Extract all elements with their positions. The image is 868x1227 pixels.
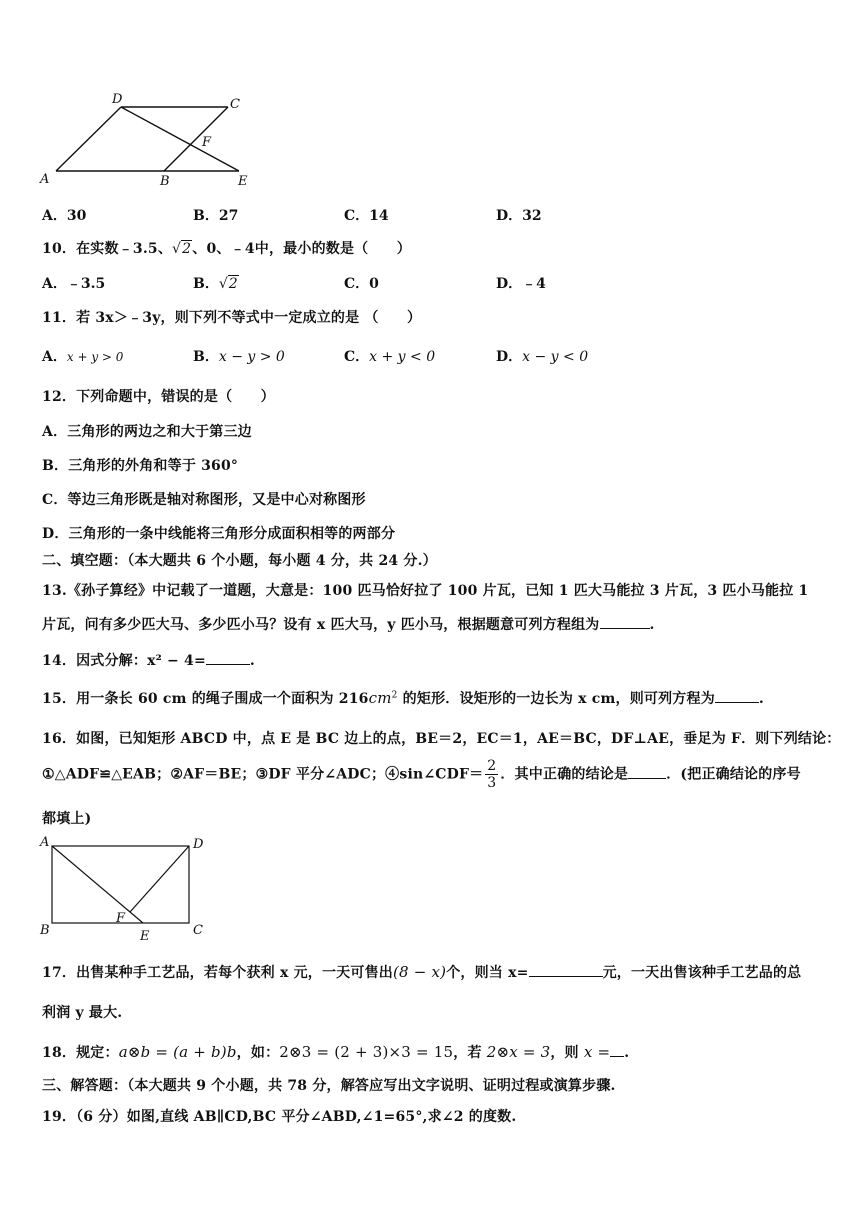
q16-line-3: 都填上)	[42, 811, 92, 827]
figure-parallelogram	[36, 88, 266, 193]
label-d: D	[193, 837, 204, 852]
q12-stem: 12．下列命题中，错误的是（ ）	[42, 389, 275, 405]
q10-stem: 10．在实数﹣3.5、√2、0、﹣4中，最小的数是（ ）	[42, 241, 411, 257]
q9-option-d: D．32	[496, 208, 542, 224]
q9-option-b: B．27	[193, 208, 239, 224]
q12-option-c: C．等边三角形既是轴对称图形，又是中心对称图形	[42, 492, 366, 508]
q11-option-b: B．x − y > 0	[193, 349, 285, 365]
q12-option-d: D．三角形的一条中线能将三角形分成面积相等的两部分	[42, 526, 396, 542]
q15-stem: 15．用一条长 60 cm 的绳子围成一个面积为 $216cm^2$ 的矩形．设矩形的一边长为 x cm，则可列方程为 .	[42, 689, 764, 707]
q17-line-2: 利润 y 最大.	[42, 1005, 123, 1021]
q18-answer-blank[interactable]	[610, 1042, 624, 1057]
q14-stem: 14．因式分解：x² − 4= .	[42, 650, 255, 670]
label-e: E	[238, 174, 248, 189]
q13-answer-blank[interactable]	[600, 614, 650, 629]
section-2-heading: 二、填空题：（本大题共 6 个小题，每小题 4 分，共 24 分.）	[42, 553, 437, 569]
q9-option-c: C．14	[344, 208, 389, 224]
q14-answer-blank[interactable]	[206, 650, 250, 665]
q12-option-b: B．三角形的外角和等于 360°	[42, 458, 239, 474]
q16-line-2: ①△ADF≌△EAB；②AF＝BE；③DF 平分∠ADC；④sin∠CDF＝ $\frac{2}{3}$ ．其中正确的结论是 ．(把正确结论的序号	[42, 758, 801, 791]
section-3-heading: 三、解答题：（本大题共 9 个小题，共 78 分，解答应写出文字说明、证明过程或演算步骤.	[42, 1078, 616, 1094]
q11-option-c: C．x + y < 0	[344, 349, 436, 365]
label-f: F	[116, 911, 126, 926]
label-b: B	[40, 923, 50, 938]
q19-stem: 19．（6 分）如图,直线 AB∥CD,BC 平分∠ABD,∠1=65°,求∠2 的度数.	[42, 1109, 517, 1125]
q11-option-d: D．x − y < 0	[496, 349, 589, 365]
q11-option-a: A．x + y > 0	[42, 349, 124, 365]
q16-line-1: 16．如图，已知矩形 ABCD 中，点 E 是 BC 边上的点，BE＝2，EC＝1，AE＝BC，DF⊥AE，垂足为 F．则下列结论：	[42, 731, 841, 747]
q13-line-1: 13.《孙子算经》中记载了一道题，大意是：100 匹马恰好拉了 100 片瓦，已知 1 匹大马能拉 3 片瓦，3 匹小马能拉 1	[42, 583, 809, 599]
q18-stem: 18．规定：a⊗b = (a + b)b，如：2⊗3 = (2 + 3)×3 = 15，若 2⊗x = 3，则 x = .	[42, 1043, 630, 1061]
q12-option-a: A．三角形的两边之和大于第三边	[42, 424, 252, 440]
q15-answer-blank[interactable]	[715, 688, 759, 703]
q10-option-b: B．√2	[193, 276, 238, 292]
label-c: C	[230, 97, 240, 112]
q13-line-2: 片瓦，问有多少匹大马、多少匹小马？设有 x 匹大马，y 匹小马，根据题意可列方程组为 .	[42, 614, 655, 634]
figure-rectangle	[36, 832, 216, 947]
q16-answer-blank[interactable]	[628, 764, 666, 779]
label-a: A	[40, 835, 50, 850]
label-e: E	[140, 929, 150, 944]
label-d: D	[112, 92, 123, 107]
q17-answer-blank[interactable]	[529, 962, 603, 977]
q9-option-a: A．30	[42, 208, 87, 224]
label-f: F	[202, 135, 212, 150]
label-a: A	[40, 172, 50, 187]
q17-line-1: 17．出售某种手工艺品，若每个获利 x 元，一天可售出(8 − x)个，则当 x= 元，一天出售该种手工艺品的总	[42, 963, 802, 981]
q10-option-d: D．﹣4	[496, 276, 546, 292]
q11-stem: 11．若 3x＞﹣3y，则下列不等式中一定成立的是 （ ）	[42, 310, 422, 326]
q10-option-a: A．﹣3.5	[42, 276, 106, 292]
label-c: C	[193, 923, 203, 938]
q10-option-c: C．0	[344, 276, 379, 292]
label-b: B	[160, 174, 170, 189]
fraction-two-thirds: $\frac{2}{3}$	[487, 758, 497, 791]
